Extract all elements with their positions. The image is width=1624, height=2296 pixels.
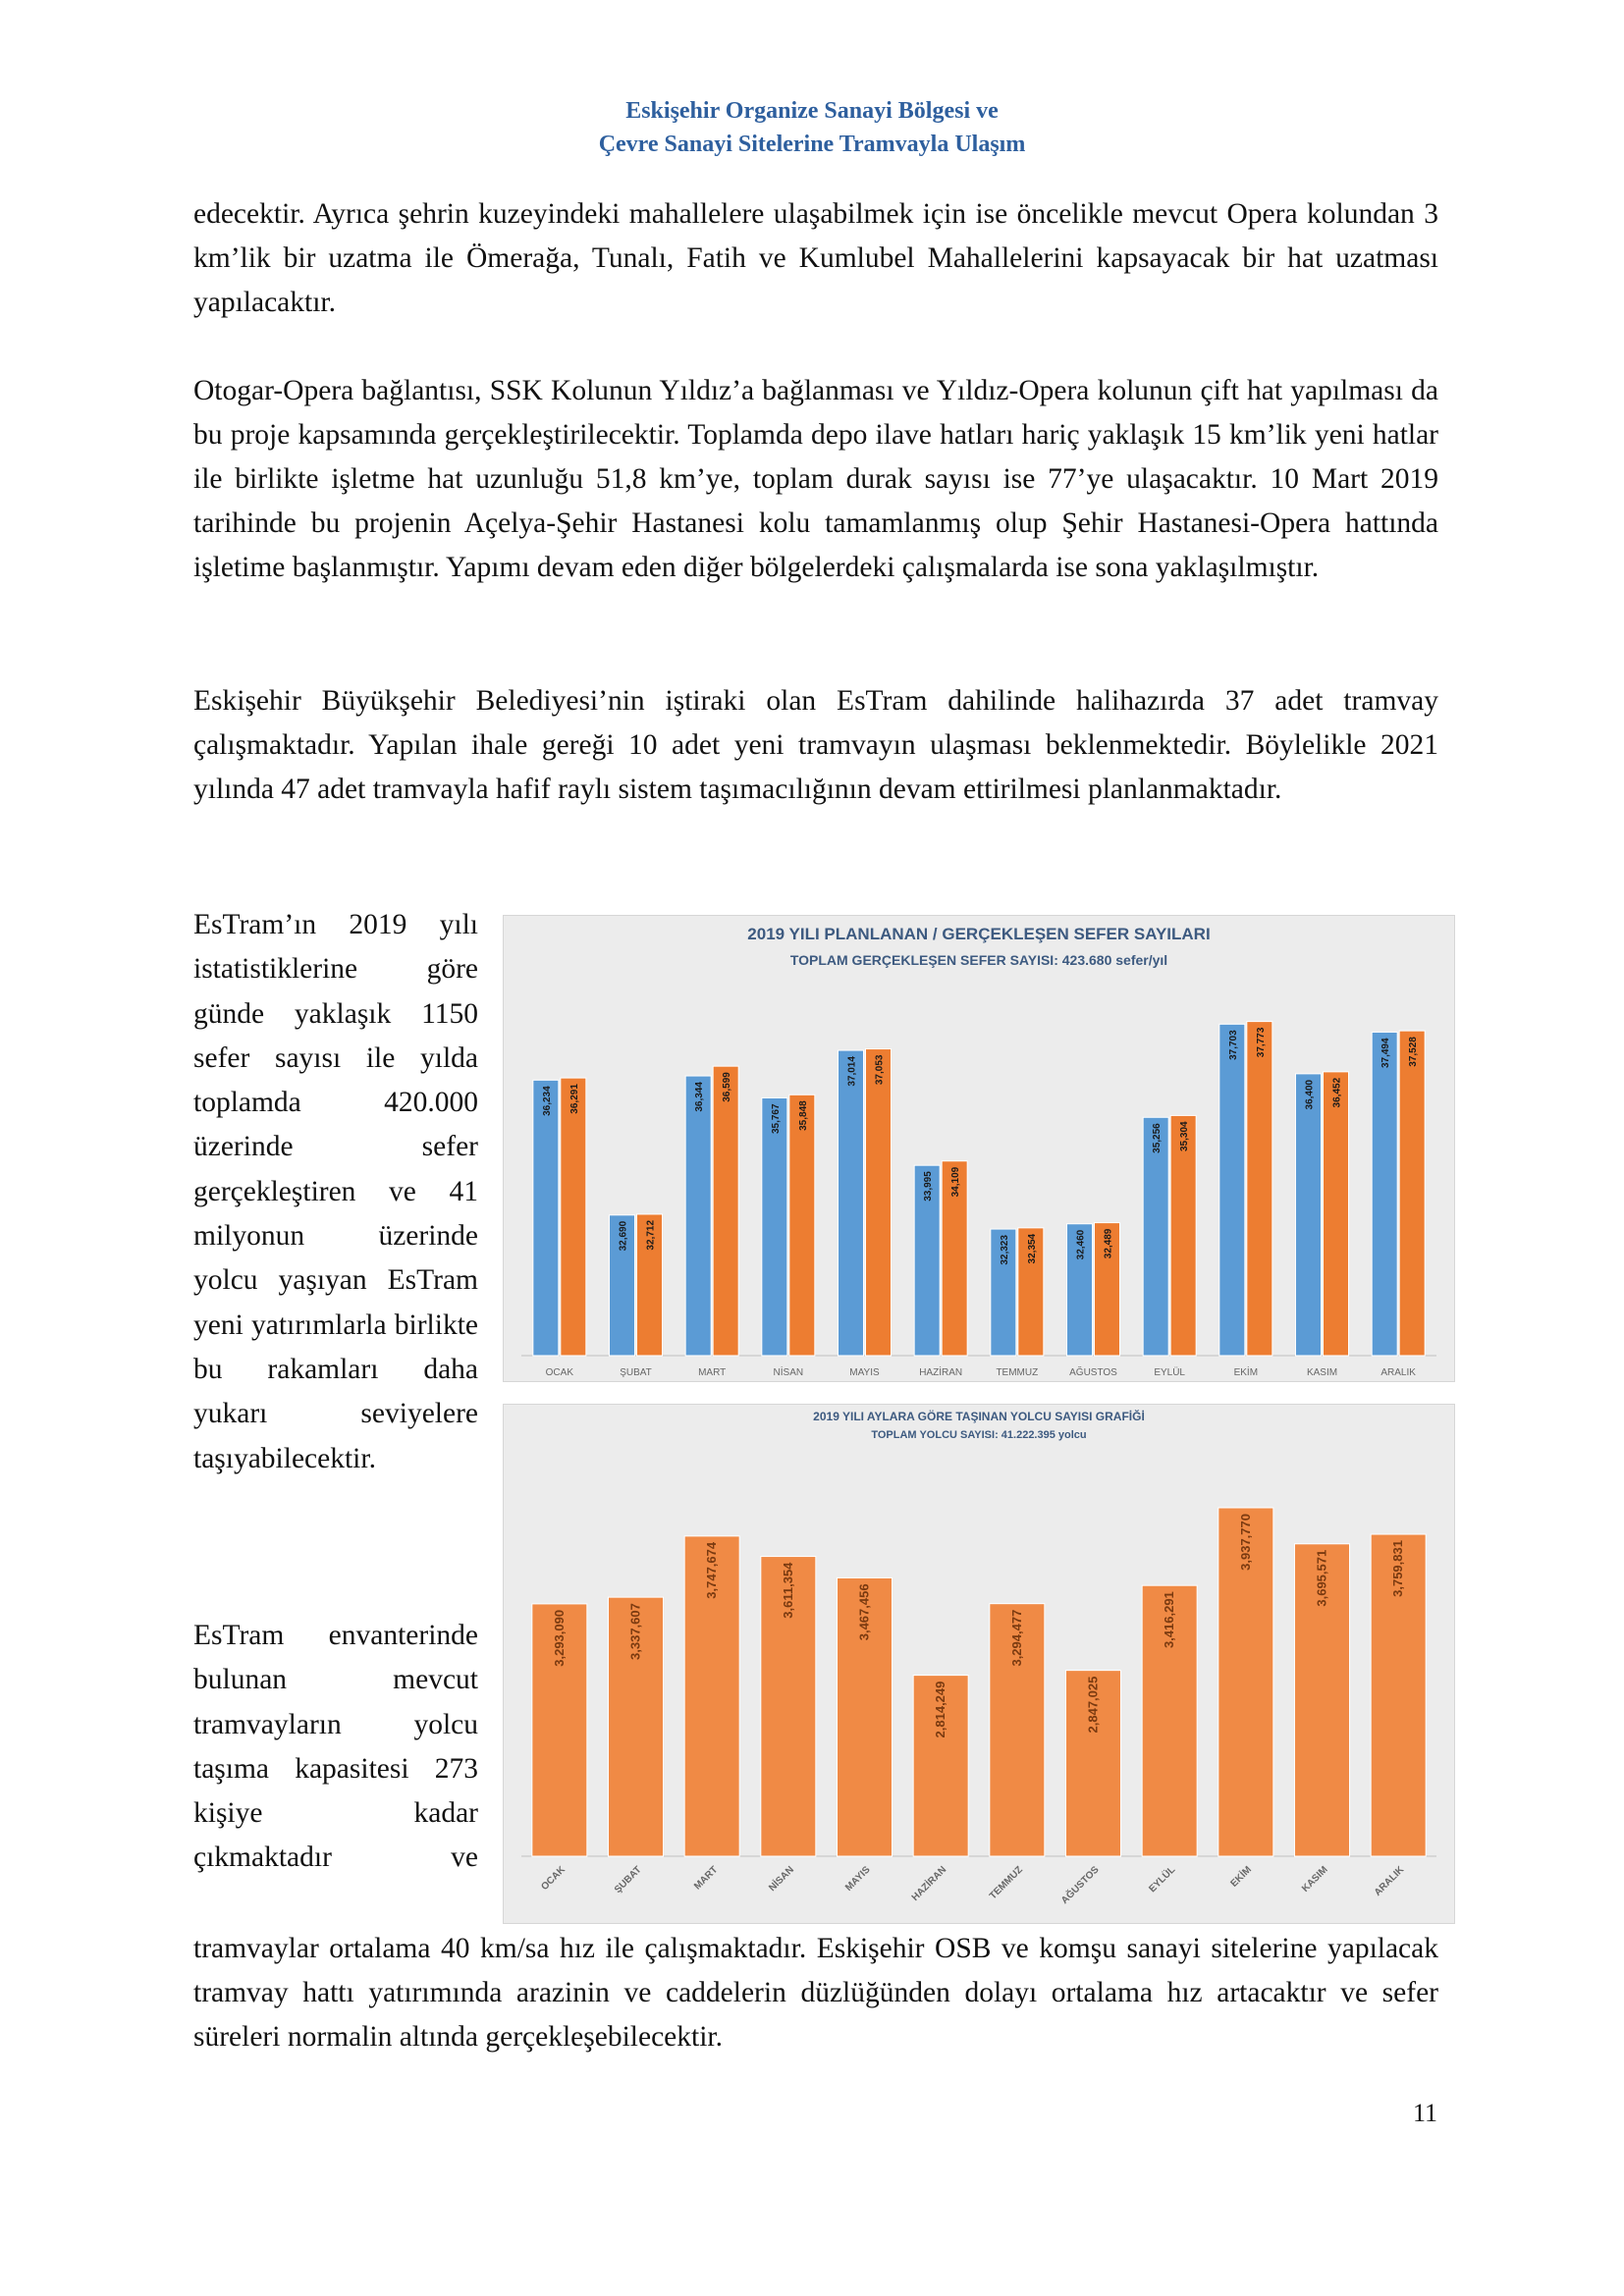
chart-title: 2019 YILI AYLARA GÖRE TAŞINAN YOLCU SAYISI GRAFİĞİ [813,1410,1145,1423]
data-label: 3,747,674 [704,1541,720,1599]
data-label: 37,528 [1408,1037,1420,1067]
bar-eki̇m-s2 [1247,1022,1272,1356]
data-label: 34,109 [950,1166,962,1198]
data-label: 2,814,249 [933,1681,948,1738]
trips-chart [503,915,1455,1382]
trips-chart-svg [504,916,1454,1381]
tick-label-aralik: ARALIK [1380,1367,1416,1378]
passengers-chart-svg [504,1405,1454,1923]
tick-label-mayis: MAYIS [843,1864,873,1894]
tick-label-ni̇san: NİSAN [767,1864,796,1895]
data-label: 3,937,770 [1237,1514,1253,1571]
paragraph-4: tramvaylar ortalama 40 km/sa hız ile çalışmaktadır. Eskişehir OSB ve komşu sanayi sitelerine yapılacak tramvay hattı yatırımında arazinin ve caddelerin düzlüğünden dolayı ortalama hız artacaktır ve sefer süreleri normalin altında gerçekleşebilecektir. [193,1933,1438,2053]
tick-label-şubat: ŞUBAT [620,1367,652,1378]
tick-label-temmuz: TEMMUZ [996,1367,1039,1378]
data-label: 32,489 [1103,1228,1114,1259]
tick-label-ocak: OCAK [539,1864,568,1893]
data-label: 33,995 [923,1171,935,1201]
tick-label-mart: MART [698,1367,727,1378]
side-text-2: EsTram envanterinde bulunan mevcut tramvayların yolcu taşıma kapasitesi 273 kişiye kadar çıkmaktadır ve [193,1620,478,1874]
data-label: 36,344 [694,1082,706,1112]
chart-subtitle: TOPLAM YOLCU SAYISI: 41.222.395 yolcu [871,1429,1087,1441]
data-label: 36,599 [722,1072,733,1102]
data-label: 32,690 [618,1220,629,1252]
data-label: 37,703 [1227,1030,1239,1060]
bar-mayis-s1 [839,1050,864,1356]
bar-ocak-s1 [533,1080,559,1356]
chart-title: 2019 YILI PLANLANAN / GERÇEKLEŞEN SEFER SAYILARI [747,925,1211,943]
data-label: 3,759,831 [1390,1540,1406,1597]
data-label: 36,400 [1304,1079,1316,1110]
data-label: 3,695,571 [1314,1549,1329,1607]
data-label: 37,494 [1380,1038,1392,1069]
bar-kasim-s2 [1324,1072,1349,1356]
tick-label-hazi̇ran: HAZİRAN [919,1367,963,1378]
bar-aralik-s2 [1399,1031,1425,1356]
data-label: 37,053 [874,1054,886,1086]
side-text-1: EsTram’ın 2019 yılı istatistiklerine göre günde yaklaşık 1150 sefer sayısı ile yılda toplamda 420.000 üzerinde sefer gerçekleştiren ve 41 milyonun üzerinde yolcu yaşıyan EsTram yeni yatırımlarla birlikte bu rakamları daha yukarı seviyelere taşıyabilecektir. [193,909,478,1474]
chart-subtitle: TOPLAM GERÇEKLEŞEN SEFER SAYISI: 423.680 sefer/yıl [789,952,1168,968]
data-label: 37,014 [846,1056,858,1087]
data-label: 36,291 [568,1084,580,1114]
bar-kasim-s1 [1296,1074,1322,1356]
page-number: 11 [1412,2099,1437,2127]
tick-label-eki̇m: EKİM [1233,1367,1259,1378]
tick-label-mayis: MAYIS [849,1367,880,1378]
tick-label-aralik: ARALIK [1372,1864,1407,1898]
bar-ocak-s2 [561,1078,586,1356]
data-label: 3,337,607 [627,1603,643,1660]
data-label: 3,611,354 [780,1562,795,1619]
bar-eki̇m-s1 [1219,1024,1245,1356]
tick-label-kasim: KASIM [1300,1864,1330,1895]
data-label: 37,773 [1255,1027,1267,1058]
data-label: 32,323 [999,1235,1010,1265]
data-label: 36,234 [541,1086,553,1116]
data-label: 35,304 [1179,1121,1191,1151]
tick-label-kasim: KASIM [1306,1367,1338,1378]
bar-ni̇san-s2 [789,1095,815,1356]
header-line-1: Eskişehir Organize Sanayi Bölgesi ve [625,98,999,124]
paragraph-1: edecektir. Ayrıca şehrin kuzeyindeki mahallelere ulaşabilmek için ise öncelikle mevcut Opera kolundan 3 km’lik bir uzatma ile Ömerağa, Tunalı, Fatih ve Kumlubel Mahallelerini kapsayacak bir hat uzatması yapılacaktır. [193,198,1438,318]
tick-label-şubat: ŞUBAT [613,1864,644,1896]
bar-aralik-s1 [1372,1032,1397,1356]
tick-label-eki̇m: EKİM [1228,1864,1254,1890]
tick-label-eylül: EYLÜL [1147,1864,1178,1896]
bar-mart-s1 [685,1076,711,1356]
tick-label-ni̇san: NİSAN [773,1367,804,1378]
tick-label-ağustos: AĞUSTOS [1069,1367,1117,1378]
data-label: 35,767 [770,1103,782,1135]
header-line-2: Çevre Sanayi Sitelerine Tramvayla Ulaşım [598,132,1026,157]
tick-label-mart: MART [692,1864,721,1893]
data-label: 3,293,090 [551,1609,567,1667]
bar-ni̇san-s1 [762,1097,787,1356]
tick-label-eylül: EYLÜL [1154,1367,1186,1378]
data-label: 2,847,025 [1085,1676,1101,1734]
tick-label-ağustos: AĞUSTOS [1058,1864,1102,1906]
tick-label-hazi̇ran: HAZİRAN [909,1864,949,1903]
paragraph-2: Otogar-Opera bağlantısı, SSK Kolunun Yıldız’a bağlanması ve Yıldız-Opera kolunun çift hat yapılması da bu proje kapsamında gerçekleştirilecektir. Toplamda depo ilave hatları hariç yaklaşık 15 km’lik yeni hatlar ile birlikte işletme hat uzunluğu 51,8 km’ye, toplam durak sayısı ise 77’ye ulaşacaktır. 10 Mart 2019 tarihinde bu projenin Açelya-Şehir Hastanesi kolu tamamlanmış olup Şehir Hastanesi-Opera hattında işletime başlanmıştır. Yapımı devam eden diğer bölgelerdeki çalışmalarda ise sona yaklaşılmıştır. [193,375,1438,583]
passengers-chart [503,1404,1455,1924]
data-label: 32,354 [1026,1233,1038,1264]
data-label: 36,452 [1331,1077,1343,1108]
data-label: 3,294,477 [1008,1609,1024,1667]
bar-mart-s2 [713,1066,738,1356]
data-label: 3,416,291 [1162,1591,1177,1649]
data-label: 35,848 [797,1100,809,1131]
data-label: 32,712 [645,1219,657,1251]
data-label: 32,460 [1075,1229,1087,1260]
tick-label-temmuz: TEMMUZ [987,1864,1025,1902]
paragraph-3: Eskişehir Büyükşehir Belediyesi’nin iştiraki olan EsTram dahilinde halihazırda 37 adet tramvay çalışmaktadır. Yapılan ihale gereği 10 adet yeni tramvayın ulaşması beklenmektedir. Böylelikle 2021 yılında 47 adet tramvayla hafif raylı sistem taşımacılığının devam ettirilmesi planlanmaktadır. [193,685,1438,805]
data-label: 3,467,456 [856,1583,872,1641]
tick-label-ocak: OCAK [545,1367,574,1378]
document-header [0,94,1624,161]
data-label: 35,256 [1152,1123,1164,1153]
bar-mayis-s2 [866,1049,892,1356]
